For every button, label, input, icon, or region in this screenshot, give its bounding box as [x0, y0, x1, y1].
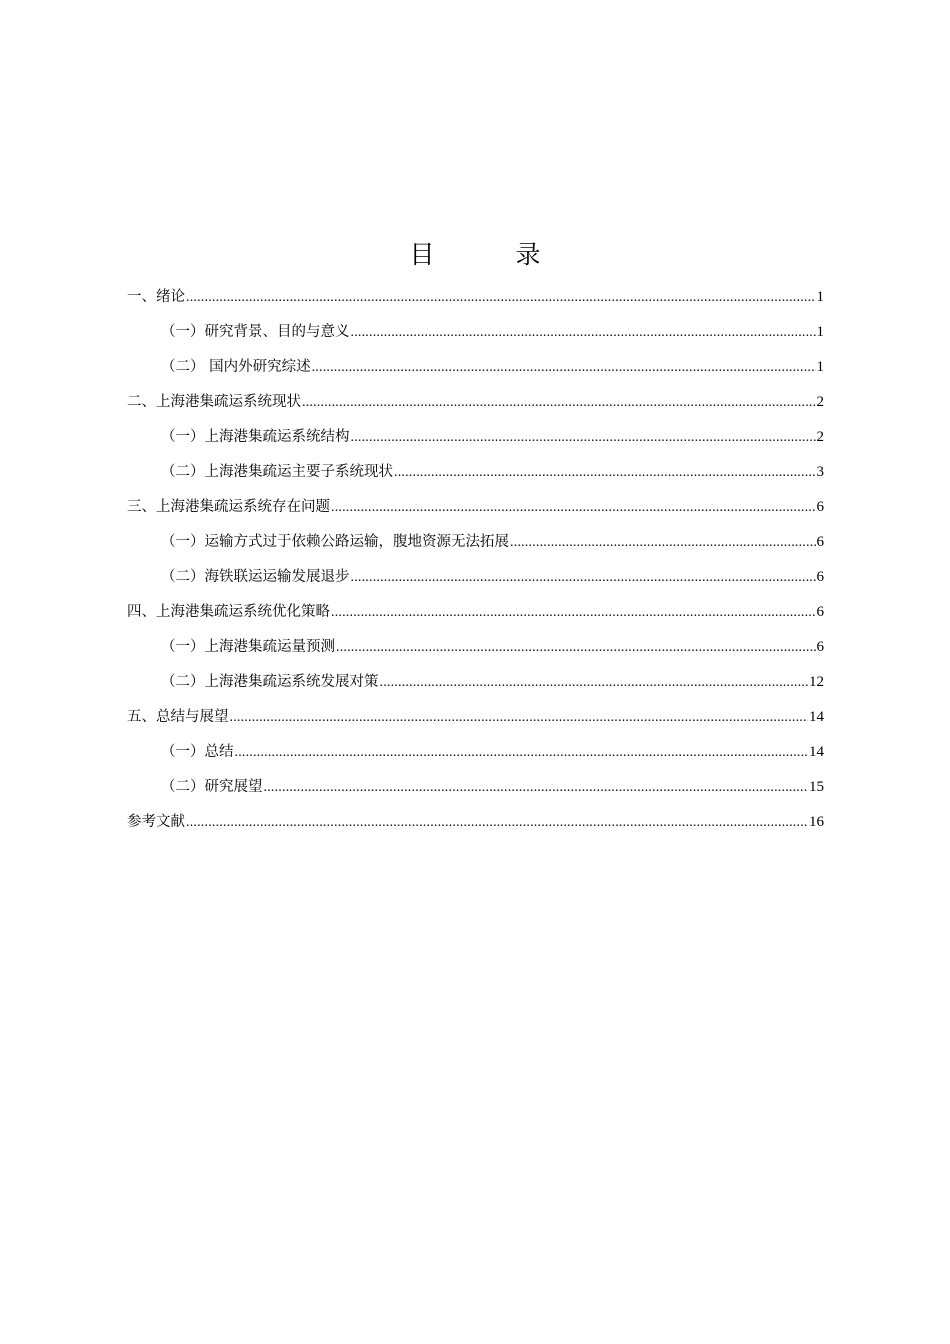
toc-entry-page: 3: [816, 464, 824, 480]
toc-leader-dots: [331, 491, 816, 525]
toc-entry-text: （二）上海港集疏运系统发展对策: [161, 674, 379, 690]
toc-entry-text: 四、上海港集疏运系统优化策略: [127, 604, 330, 620]
toc-entry[interactable]: [127, 350, 824, 385]
toc-leader-dots: [351, 421, 816, 455]
toc-entry-text: （一）上海港集疏运系统结构: [161, 429, 350, 445]
toc-entry-text: 二、上海港集疏运系统现状: [127, 394, 301, 410]
toc-leader-dots: [312, 351, 816, 385]
toc-entry-page: 1: [816, 289, 824, 305]
toc-leader-dots: [230, 701, 809, 735]
toc-entry-text: （一）总结: [161, 744, 234, 760]
toc-entry-text: （二） 国内外研究综述: [161, 359, 311, 375]
toc-entry-page: 16: [809, 814, 824, 830]
toc-entry[interactable]: [127, 455, 824, 490]
toc-entry[interactable]: [127, 630, 824, 665]
toc-leader-dots: [235, 736, 809, 770]
toc-entry-page: 2: [816, 394, 824, 410]
toc-entry-page: 6: [816, 569, 824, 585]
toc-entry-page: 12: [809, 674, 824, 690]
toc-leader-dots: [510, 526, 816, 560]
toc-leader-dots: [186, 281, 816, 315]
toc-entry[interactable]: [127, 315, 824, 350]
toc-entry-page: 2: [816, 429, 824, 445]
toc-leader-dots: [264, 771, 809, 805]
toc-leader-dots: [394, 456, 816, 490]
toc-entry-text: 五、总结与展望: [127, 709, 229, 725]
toc-list: [127, 280, 824, 840]
toc-entry-text: （二）海铁联运运输发展退步: [161, 569, 350, 585]
toc-entry-page: 15: [809, 779, 824, 795]
toc-entry[interactable]: [127, 700, 824, 735]
toc-entry[interactable]: [127, 805, 824, 840]
toc-entry-page: 14: [809, 709, 824, 725]
toc-entry-page: 6: [816, 604, 824, 620]
toc-leader-dots: [336, 631, 816, 665]
toc-entry[interactable]: [127, 525, 824, 560]
toc-entry-text: （二）上海港集疏运主要子系统现状: [161, 464, 393, 480]
toc-leader-dots: [331, 596, 816, 630]
toc-entry-text: （一）上海港集疏运量预测: [161, 639, 335, 655]
toc-entry-text: （二）研究展望: [161, 779, 263, 795]
toc-entry[interactable]: [127, 280, 824, 315]
toc-entry-page: 1: [816, 359, 824, 375]
toc-leader-dots: [351, 561, 816, 595]
toc-entry[interactable]: [127, 385, 824, 420]
toc-title: 目 录: [409, 240, 569, 269]
toc-entry-page: 6: [816, 639, 824, 655]
toc-entry-text: 三、上海港集疏运系统存在问题: [127, 499, 330, 515]
toc-entry[interactable]: [127, 420, 824, 455]
toc-entry-page: 14: [809, 744, 824, 760]
toc-entry[interactable]: [127, 490, 824, 525]
toc-entry-page: 1: [816, 324, 824, 340]
toc-entry[interactable]: [127, 735, 824, 770]
toc-leader-dots: [351, 316, 816, 350]
toc-leader-dots: [380, 666, 809, 700]
toc-entry[interactable]: [127, 595, 824, 630]
toc-entry[interactable]: [127, 560, 824, 595]
toc-leader-dots: [186, 806, 808, 840]
toc-leader-dots: [302, 386, 816, 420]
toc-entry-page: 6: [816, 499, 824, 515]
toc-entry[interactable]: [127, 665, 824, 700]
toc-entry-text: （一）研究背景、目的与意义: [161, 324, 350, 340]
toc-entry-text: 参考文献: [127, 814, 185, 830]
toc-entry-text: （一）运输方式过于依赖公路运输，腹地资源无法拓展: [161, 534, 509, 550]
toc-entry[interactable]: [127, 770, 824, 805]
toc-entry-page: 6: [816, 534, 824, 550]
toc-entry-text: 一、绪论: [127, 289, 185, 305]
